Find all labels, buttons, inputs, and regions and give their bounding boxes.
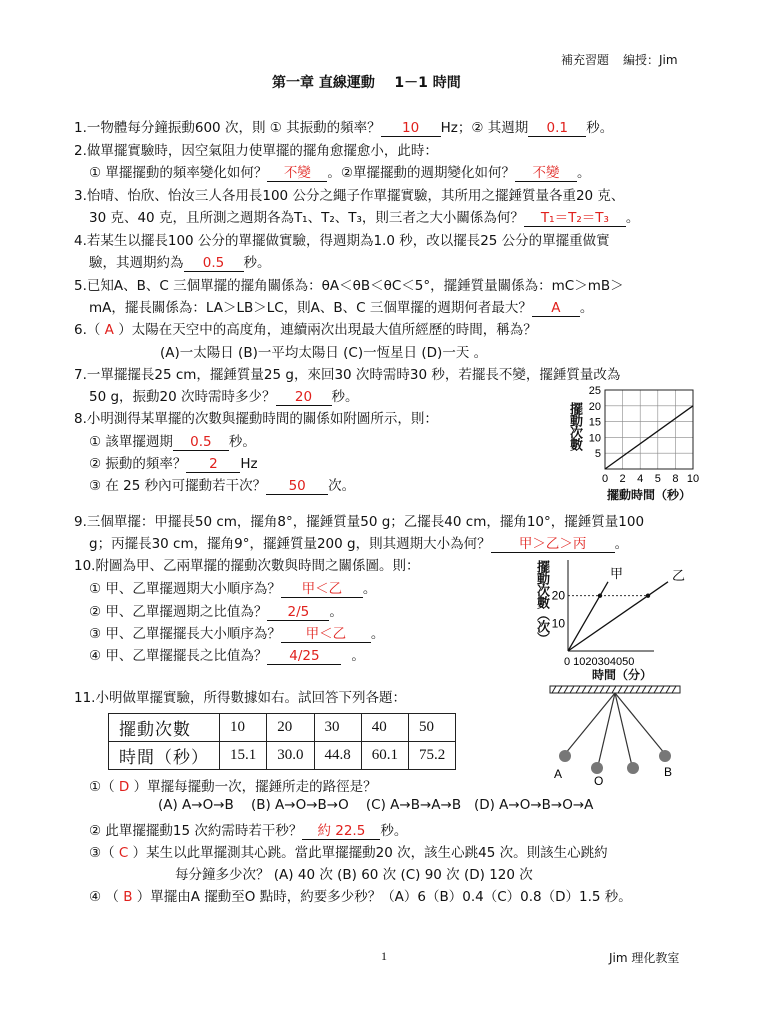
question-4-line-2 (89, 251, 271, 272)
q1-text-end: 秒。 (586, 120, 614, 136)
pendulum-bob (627, 762, 639, 774)
question-2: 2.做單擺實驗時，因空氣阻力使單擺的擺角愈擺愈小，此時： (74, 143, 438, 159)
label-o: O (594, 774, 604, 788)
q10-part-4-text: ④ 甲、乙單擺擺長之比值為？ (89, 648, 268, 664)
q4-text: 驗，其週期約為 (89, 255, 184, 271)
question-10: 10.附圖為甲、乙兩單擺的擺動次數與時間之關係圖。則： (74, 558, 420, 574)
q11-s3-text: ）某生以此單擺測其心跳。當此單擺擺動20 次，該生心跳45 次。則該生心跳約 (128, 845, 608, 861)
q1-answer-1: 10 (381, 121, 441, 137)
question-9-line-1: 9.三個單擺：甲擺長50 cm，擺角8°，擺錘質量50 g；乙擺長40 cm，擺角10°，擺錘質量100 (74, 514, 645, 530)
x-tick-label: 2 (619, 473, 626, 485)
q10-part-2 (89, 600, 343, 621)
table-row-label: 時間（秒） (109, 742, 220, 770)
q1-text: 1.一物體每分鐘振動600 次，則 ① 其振動的頻率？ (74, 120, 381, 136)
table-cell: 30 (314, 714, 361, 742)
question-7-line-2 (89, 385, 359, 406)
q6-text: ）太陽在天空中的高度角，連續兩次出現最大值所經歷的時間，稱為？ (113, 322, 537, 338)
pendulum-bob (591, 762, 603, 774)
question-3-line-2 (89, 206, 639, 227)
table-row (109, 742, 456, 770)
x-tick-label: 4 (637, 473, 644, 485)
plot-frame (605, 390, 693, 469)
question-3-line-1: 3.怡晴、怡欣、怡汝三人各用長100 公分之繩子作單擺實驗，其所用之擺錘質量各重20 克、 (74, 188, 625, 204)
q10-answer-3: 甲＜乙 (281, 627, 371, 643)
question-8: 8.小明測得某單擺的次數與擺動時間的關係如附圖所示，則： (74, 411, 438, 427)
q10-part-1-end: 。 (362, 581, 377, 597)
q5-end: 。 (579, 300, 594, 316)
chart2-ylabel: 擺動次數（次） (534, 560, 549, 644)
q11-s1-text: ）單擺每擺動一次，擺錘所走的路徑是？ (129, 779, 377, 795)
data-table (108, 713, 456, 770)
q11-sub-1 (89, 775, 377, 795)
q1-answer-2: 0.1 (528, 121, 586, 137)
question-6 (74, 318, 537, 338)
chart1-ylabel: 擺動次數 (567, 402, 582, 450)
q11-s2-text: ② 此單擺擺動15 次約需時若干秒？ (89, 823, 303, 839)
q10-part-1-text: ① 甲、乙單擺週期大小順序為？ (89, 581, 281, 597)
question-4-line-1: 4.若某生以擺長100 公分的單擺做實驗，得週期為1.0 秒，改以擺長25 公分的單擺重做實 (74, 233, 610, 249)
q11-sub-3 (89, 841, 608, 861)
question-2-parts (89, 161, 591, 182)
question-6-options: (A)一太陽日 (B)一平均太陽日 (C)一恆星日 (D)一天 。 (160, 345, 488, 361)
q11-s2-end: 秒。 (380, 823, 408, 839)
q8-part-3-text: ③ 在 25 秒內可擺動若干次？ (89, 478, 267, 494)
y-tick-label: 20 (588, 400, 601, 413)
q3-answer: T₁＝T₂＝T₃ (524, 211, 626, 227)
series-label: 甲 (610, 565, 624, 581)
q2-answer-2: 不變 (515, 166, 577, 182)
q4-answer: 0.5 (184, 256, 244, 272)
q10-answer-1: 甲＜乙 (281, 582, 363, 598)
q11-sub-3-line-2: 每分鐘多少次？ (A) 40 次 (B) 60 次 (C) 90 次 (D) 120 次 (175, 867, 533, 883)
header-right: 編授：Jim (623, 53, 678, 67)
q10-part-2-end: 。 (329, 604, 343, 620)
q10-part-3 (89, 622, 384, 643)
q10-part-2-text: ② 甲、乙單擺週期之比值為？ (89, 604, 268, 620)
label-b: B (664, 765, 673, 779)
q8-answer-3: 50 (266, 479, 328, 495)
q7-text: 50 g，振動20 次時需時多少？ (89, 389, 276, 405)
q6-answer: A (104, 322, 114, 338)
chart-swings-vs-time (565, 380, 705, 505)
q11-s4-paren: ④ （ (89, 889, 124, 905)
q8-answer-2: 2 (186, 457, 240, 473)
q11-sub-1-options: (A) A→O→B (B) A→O→B→O (C) A→B→A→B (D) A→O→B→O→A (158, 797, 594, 813)
chart2-xlabel: 時間（分） (592, 668, 653, 682)
table-row-label: 擺動次數 (109, 714, 220, 742)
q11-sub-2 (89, 819, 407, 840)
q11-sub-4 (89, 885, 632, 905)
q11-s1-answer: D (118, 779, 130, 795)
y-tick-label: 10 (551, 616, 565, 631)
q11-s2-answer: 約 22.5 (302, 824, 380, 840)
x-tick-label: 8 (672, 473, 679, 485)
table-cell: 44.8 (314, 742, 361, 770)
y-tick-label: 5 (594, 448, 601, 461)
series-line (568, 582, 608, 651)
label-a: A (554, 767, 563, 781)
q10-answer-4: 4/25 (267, 649, 341, 665)
x-tick-label: 10 (686, 473, 700, 485)
page-number: 1 (381, 949, 387, 963)
q10-part-1 (89, 577, 376, 598)
x-tick-label: 5 (654, 473, 661, 485)
series-label: 乙 (672, 567, 686, 583)
q3-end: 。 (625, 210, 640, 226)
q11-s1-paren: ①（ (89, 779, 119, 795)
data-point (646, 593, 650, 597)
q8-part-1-text: ① 該單擺週期 (89, 434, 173, 450)
q10-part-3-end: 。 (370, 626, 385, 642)
q8-part-2 (89, 452, 258, 473)
q8-part-1-end: 秒。 (228, 434, 256, 450)
q2-part-2: 。②單擺擺動的週期變化如何？ (327, 165, 516, 181)
q3-text: 30 克、40 克，且所測之週期各為T₁、T₂、T₃，則三者之大小關係為何？ (89, 210, 524, 226)
question-11: 11.小明做單擺實驗，所得數據如右。試回答下列各題： (74, 690, 406, 706)
q8-part-3 (89, 474, 355, 495)
question-7-line-1: 7.一單擺擺長25 cm，擺錘質量25 g，來回30 次時需時30 秒，若擺長不變，擺錘質量改為 (74, 367, 621, 383)
table-cell: 20 (267, 714, 314, 742)
footer-label: Jim 理化教室 (609, 951, 680, 965)
data-point (598, 593, 602, 597)
chart1-xlabel: 擺動時間（秒） (607, 488, 692, 502)
q5-answer: A (532, 301, 580, 317)
table-cell: 60.1 (361, 742, 408, 770)
y-tick-label: 25 (588, 385, 601, 397)
q7-answer: 20 (276, 390, 332, 406)
q10-part-4-end: 。 (351, 648, 365, 664)
question-5-line-2 (89, 296, 593, 317)
q11-s3-paren: ③（ (89, 845, 119, 861)
q8-part-2-text: ② 振動的頻率？ (89, 456, 187, 472)
question-5-line-1: 5.已知A、B、C 三個單擺的擺角關係為：θA＜θB＜θC＜5°，擺錘質量關係為：mC＞mB＞ (74, 278, 624, 294)
y-tick-label: 20 (551, 588, 565, 603)
pendulum-bob-b (659, 750, 671, 762)
q2-answer-1: 不變 (267, 166, 327, 182)
pendulum-diagram (540, 684, 690, 789)
q11-s4-text: ）單擺由A 擺動至O 點時，約要多少秒？（A）6（B）0.4（C）0.8（D）1.5 秒。 (132, 889, 632, 905)
q10-part-3-text: ③ 甲、乙單擺擺長大小順序為？ (89, 626, 281, 642)
pendulum-bob-a (559, 750, 571, 762)
header-left: 補充習題 (561, 53, 610, 67)
q8-part-3-end: 次。 (328, 478, 356, 494)
table-cell: 15.1 (220, 742, 267, 770)
question-1 (74, 116, 613, 137)
q2-end: 。 (577, 165, 591, 181)
y-tick-label: 15 (588, 416, 601, 429)
table-row (109, 714, 456, 742)
q10-part-4 (89, 644, 365, 665)
q4-end: 秒。 (243, 255, 271, 271)
q8-part-1 (89, 430, 256, 451)
table-cell: 40 (361, 714, 408, 742)
q8-part-2-end: Hz (240, 456, 258, 472)
q6-paren: 6.（ (74, 322, 105, 338)
q11-s4-answer: B (123, 889, 133, 905)
table-cell: 30.0 (267, 742, 314, 770)
q9-text: g；丙擺長30 cm，擺角9°，擺錘質量200 g，則其週期大小為何？ (89, 536, 491, 552)
y-tick-label: 10 (588, 432, 601, 445)
q8-answer-1: 0.5 (173, 435, 229, 451)
q1-text-mid: Hz；② 其週期 (440, 120, 529, 136)
table-cell: 50 (409, 714, 456, 742)
q10-answer-2: 2/5 (267, 605, 329, 621)
q9-end: 。 (614, 536, 629, 552)
chart-two-pendulums (530, 548, 686, 688)
table-cell: 10 (220, 714, 267, 742)
series-line (568, 582, 668, 651)
page-title: 第一章 直線運動 1－1 時間 (272, 75, 461, 91)
q9-answer: 甲＞乙＞丙 (491, 537, 615, 553)
q2-part-1: ① 單擺擺動的頻率變化如何？ (89, 165, 268, 181)
q11-s3-answer: C (118, 845, 129, 861)
q7-end: 秒。 (331, 389, 359, 405)
x-tick-label: 0 (601, 473, 609, 485)
x-tick-label: 0 1020304050 (564, 656, 635, 668)
table-cell: 75.2 (409, 742, 456, 770)
q5-text: mA，擺長關係為：LA＞LB＞LC，則A、B、C 三個單擺的週期何者最大？ (89, 300, 532, 316)
